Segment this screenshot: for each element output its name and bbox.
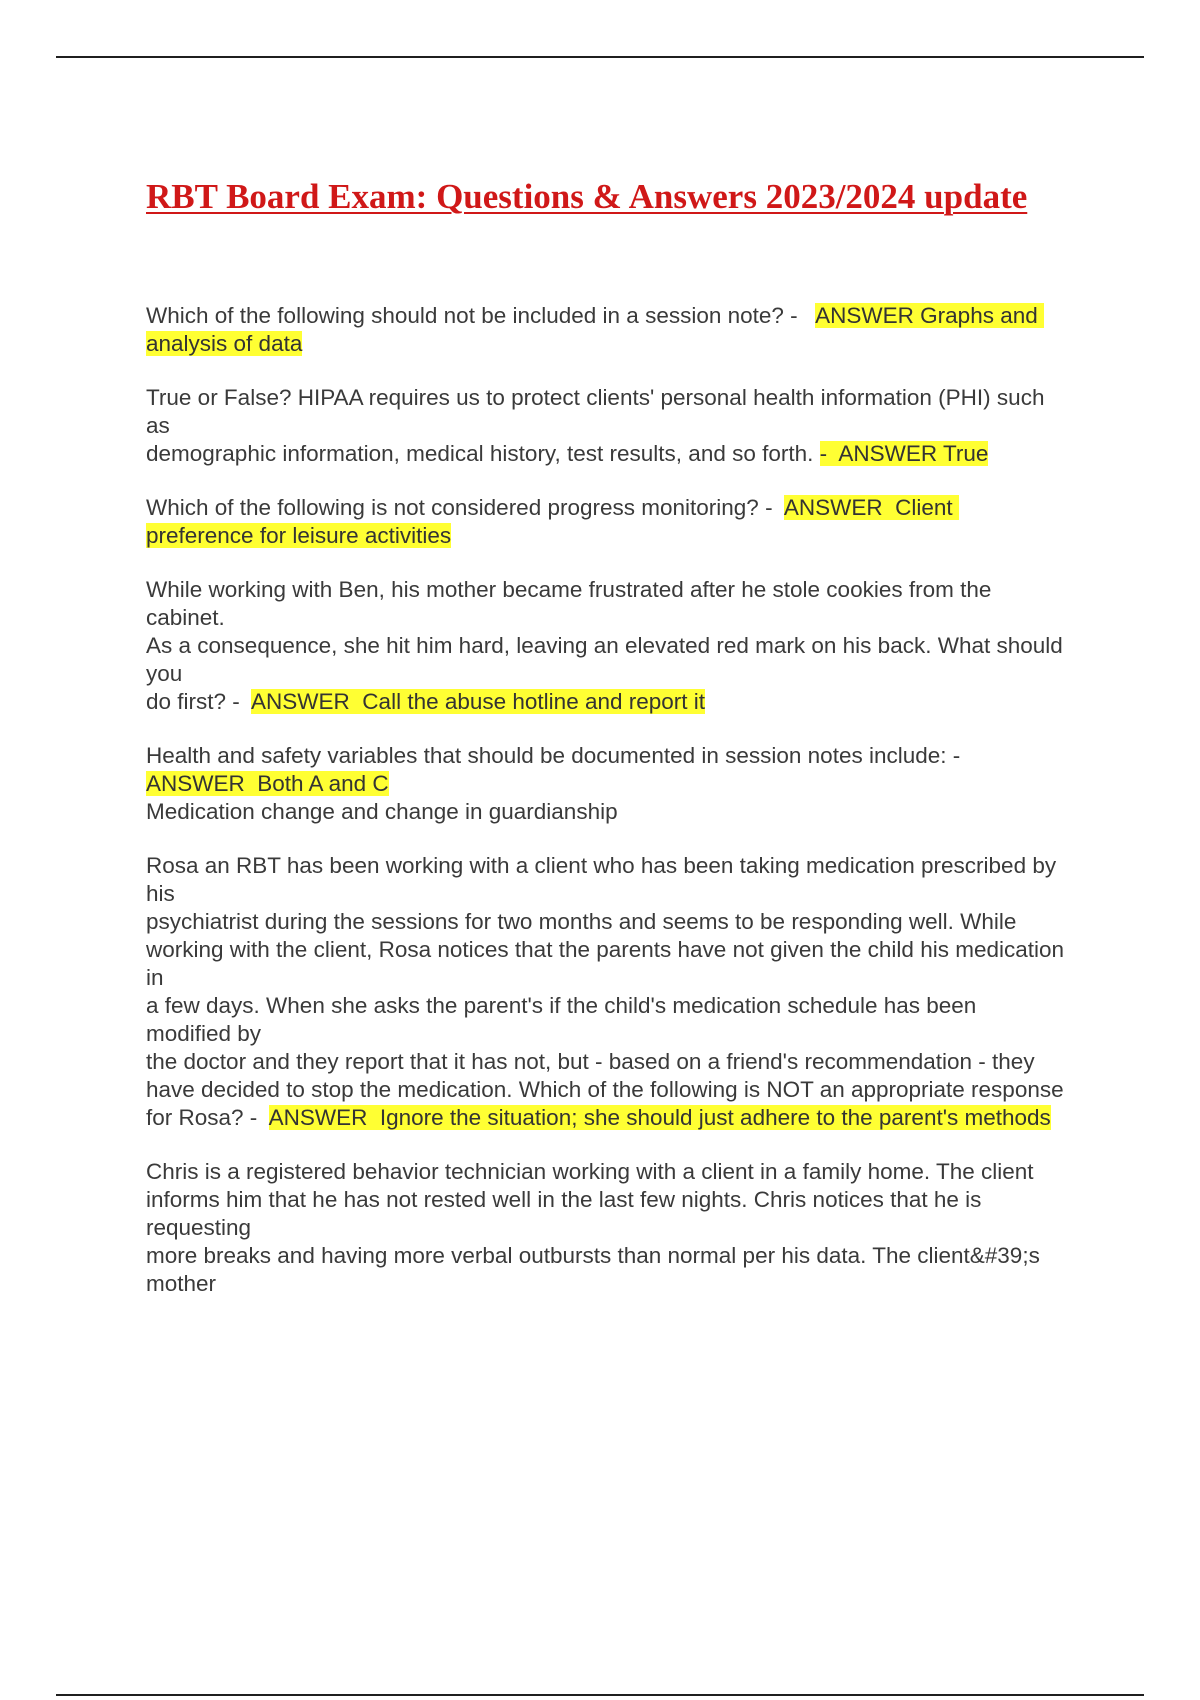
question-text: Chris is a registered behavior technician working with a client in a family home. The client informs him that he has not rested well in the last few nights. Chris notices that he is requesting more breaks and having more verbal outbursts than normal per his data. The client&#39;s mother (146, 1159, 1040, 1296)
qa-item (146, 384, 1066, 468)
question-text: Rosa an RBT has been working with a client who has been taking medication prescribed by his psychiatrist during the sessions for two months and seems to be responding well. While working with the client, Rosa notices that the parents have not given the child his medication in a few days. When she asks the parent's if the child's medication schedule has been modified by the doctor and they report that it has not, but - based on a friend's recommendation - they have decided to stop the medication. Which of the following is NOT an appropriate response for Rosa? - (146, 853, 1065, 1130)
answer-highlight: ANSWER Client preference for leisure activities (146, 495, 959, 548)
answer-highlight: ANSWER Ignore the situation; she should just adhere to the parent's methods (268, 1105, 1051, 1130)
document-page (146, 176, 1066, 1324)
question-text: Health and safety variables that should be documented in session notes include: - (146, 743, 961, 768)
answer-highlight: ANSWER Call the abuse hotline and report it (251, 689, 706, 714)
document-title: RBT Board Exam: Questions & Answers 2023/2024 update (146, 177, 1028, 216)
top-rule (56, 56, 1144, 58)
answer-highlight: ANSWER Graphs and analysis of data (146, 303, 1045, 356)
qa-item (146, 302, 1066, 358)
qa-item (146, 494, 1066, 550)
question-text: Which of the following is not considered progress monitoring? - (146, 495, 784, 520)
qa-item (146, 1158, 1066, 1298)
qa-item (146, 576, 1066, 716)
bottom-rule (56, 1694, 1144, 1696)
question-text: While working with Ben, his mother became frustrated after he stole cookies from the cabinet. As a consequence, she hit him hard, leaving an elevated red mark on his back. What should you do first? - (146, 577, 1063, 714)
answer-highlight: ANSWER Both A and C (146, 771, 389, 796)
answer-detail: Medication change and change in guardianship (146, 799, 618, 824)
question-text: True or False? HIPAA requires us to protect clients' personal health information (PHI) such as demographic information, medical history, test results, and so forth. (146, 385, 1045, 466)
qa-item (146, 742, 1066, 826)
question-text: Which of the following should not be included in a session note? - (146, 303, 816, 328)
answer-highlight: - ANSWER True (819, 441, 989, 466)
qa-item (146, 852, 1066, 1132)
